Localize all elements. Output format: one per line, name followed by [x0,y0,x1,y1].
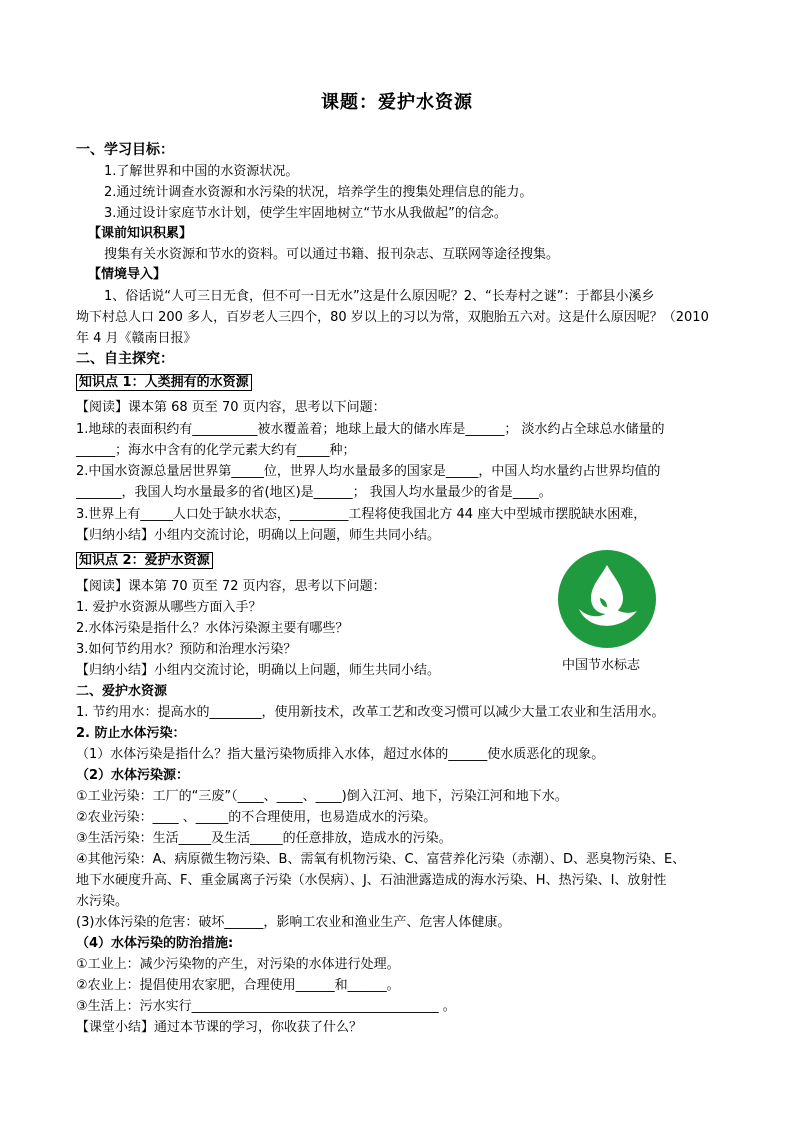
summary-1: 【归纳小结】小组内交流讨论，明确以上问题，师生共同小结。 [76,528,441,543]
prevent-pollution: 2. 防止水体污染： [76,726,186,741]
prevention-agriculture: ②农业上：提倡使用农家肥，合理使用______和______。 [76,978,400,993]
domestic-pollution: ③生活污染：生活_____及生活_____的任意排放，造成水的污染。 [76,831,452,846]
pollution-harm: (3)水体污染的危害：破坏______，影响工农业和渔业生产、危害人体健康。 [76,915,511,930]
situation-line-3: 年 4 月《赣南日报》 [76,331,197,346]
section-self-study: 二、自主探究： [76,351,174,367]
kp2-q1: 1. 爱护水资源从哪些方面入手？ [76,600,262,615]
page-title: 课题：爱护水资源 [321,92,473,113]
kp2-q2: 2.水体污染是指什么？水体污染源主要有哪些？ [76,621,349,636]
q1-line-1: 1.地球的表面积约有__________被水覆盖着；地球上最大的储水库是______； 淡水约占全球总水储量的 [76,422,665,437]
summary-2: 【归纳小结】小组内交流讨论，明确以上问题，师生共同小结。 [76,663,441,678]
goal-1: 1.了解世界和中国的水资源状况。 [104,164,299,179]
q2-line-2: _______，我国人均水量最多的省(地区)是______； 我国人均水量最少的省是____。 [76,485,552,500]
read-2: 【阅读】课本第 70 页至 72 页内容，思考以下问题： [76,579,386,594]
heading-situation: 【情境导入】 [88,267,167,282]
prior-knowledge-text: 搜集有关水资源和节水的资料。可以通过书籍、报刊杂志、互联网等途径搜集。 [104,247,560,262]
situation-line-1: 1、俗话说“人可三日无食，但不可一日无水”这是什么原因呢？2、“长寿村之谜”：于都县小溪乡 [104,289,655,304]
other-pollution-1: ④其他污染：A、病原微生物污染、B、需氧有机物污染、C、富营养化污染（赤潮）、D、恶臭物污染、E、 [76,852,686,867]
goal-2: 2.通过统计调查水资源和水污染的状况，培养学生的搜集处理信息的能力。 [104,185,533,200]
prevention-life: ③生活上：污水实行______________________________________ 。 [76,999,456,1014]
water-saving-logo-icon [557,549,657,649]
industrial-pollution: ①工业污染：工厂的“三废”（____、____、____)倒入江河、地下，污染江河和地下水。 [76,789,568,804]
knowledge-point-1-box: 知识点 1：人类拥有的水资源 [76,374,252,391]
read-1: 【阅读】课本第 68 页至 70 页内容，思考以下问题： [76,400,386,415]
q2-line-1: 2.中国水资源总量居世界第_____位，世界人均水量最多的国家是_____，中国人均水量约占世界均值的 [76,464,661,479]
situation-line-2: 坳下村总人口 200 多人，百岁老人三四个，80 岁以上的习以为常，双胞胎五六对。这是什么原因呢？（2010 [76,310,709,325]
pollution-definition: （1）水体污染是指什么？指大量污染物质排入水体，超过水体的______使水质恶化的现象。 [76,747,605,762]
knowledge-point-1-label [76,373,252,393]
save-water: 1. 节约用水：提高水的________，使用新技术，改革工艺和改变习惯可以减少大量工农业和生活用水。 [76,705,665,720]
q3-line-1: 3.世界上有_____人口处于缺水状态，_________工程将使我国北方 44 座大中型城市摆脱缺水困难， [76,507,647,522]
q1-line-2: ______；海水中含有的化学元素大约有_____种； [76,443,356,458]
other-pollution-3: 水污染。 [76,894,129,909]
other-pollution-2: 地下水硬度升高、F、重金属离子污染（水俣病）、J、石油泄露造成的海水污染、H、热污染、I、放射性 [76,873,667,888]
section-protect-water: 二、爱护水资源 [76,684,168,699]
pollution-sources-heading: （2）水体污染源： [76,768,190,783]
kp2-q3: 3.如何节约用水？预防和治理水污染？ [76,642,297,657]
knowledge-point-2-label [76,551,213,571]
agricultural-pollution: ②农业污染：____ 、_____的不合理使用，也易造成水的污染。 [76,810,437,825]
section-learning-goals: 一、学习目标： [76,142,174,158]
knowledge-point-2-box: 知识点 2：爱护水资源 [76,552,213,569]
prevention-heading: （4）水体污染的防治措施: [76,936,234,951]
prevention-industry: ①工业上：减少污染物的产生，对污染的水体进行处理。 [76,957,400,972]
class-summary: 【课堂小结】通过本节课的学习，你收获了什么？ [76,1020,363,1035]
heading-prior-knowledge: 【课前知识积累】 [88,226,193,241]
goal-3: 3.通过设计家庭节水计划，使学生牢固地树立“节水从我做起”的信念。 [104,206,507,221]
logo-caption: 中国节水标志 [562,658,641,673]
